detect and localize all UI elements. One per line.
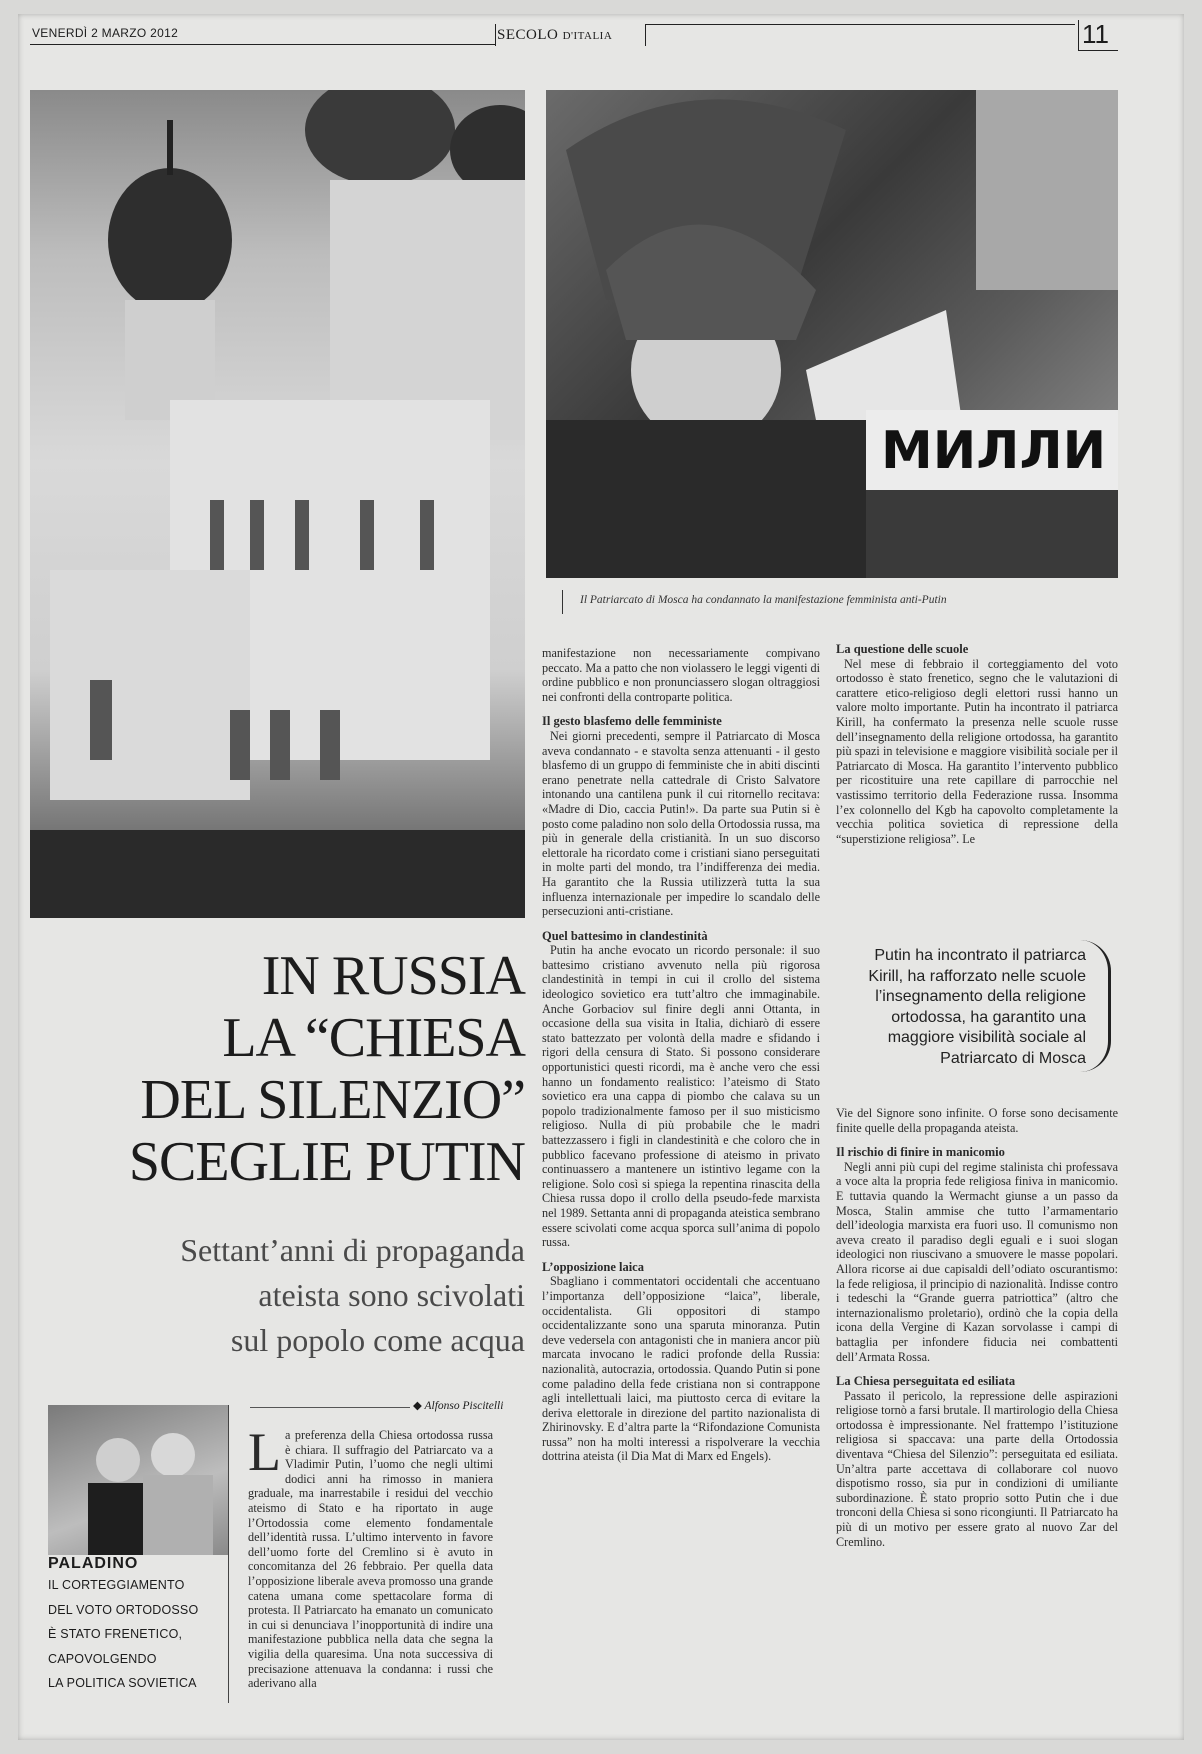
pull-quote: Putin ha incontrato il patriarca Kirill, ha rafforzato nelle scuole l’insegnamento della religione ortodossa, ha garantito una maggiore visibilità sociale al Patriarcato di Mosca [868,947,1086,1067]
cathedral-photo [30,90,525,918]
article-paragraph: a preferenza della Chiesa ortodossa russa è chiara. Il suffragio del Patriarcato va a Vladimir Putin, l’uomo che negli ultimi dodici anni ha rimosso in maniera graduale, ma inarrestabile i residui del vecchio ateismo di Stato e ha riportato in auge l’Ortodossia come elemento fondamentale dell’identità russa. L’ultimo intervento in favore dell’uomo forte del Cremlino si è avuto in concomitanza del 26 febbraio. Per quella data l’opposizione liberale aveva promosso una grande catena umana come spettacolare forma di protesta. Il Patriarcato ha emanato un comunicato in cui si denunciava l’inopportunità di indire una manifestazione pubblica nella data che segna la vigilia della quaresima. Una nota successiva di precisazione attenuava la condanna: i russi che aderivano alla [248,1428,493,1691]
sidebox-line: DEL VOTO ORTODOSSO [48,1602,199,1617]
subheadline-line: Settant’anni di propaganda [180,1232,525,1268]
caption-bar [562,590,563,614]
sidebox-divider [228,1405,229,1703]
photo-caption: Il Patriarcato di Mosca ha condannato la manifestazione femminista anti-Putin [580,594,947,606]
paper-suffix: D'ITALIA [562,30,613,42]
headline-line: IN RUSSIA [261,945,525,1007]
author-name: Alfonso Piscitelli [424,1400,504,1412]
section-heading: Il gesto blasfemo delle femministe [542,714,722,729]
article-paragraph: Negli anni più cupi del regime stalinista chi professava a voce alta la propria fede religiosa finiva in manicomio. E tuttavia quando la Wermacht giunse a un passo da Mosca, Stalin ammise che tutto l’armamentario dell’ideologia marxista era fuori uso. Il comunismo non aveva creato il paradiso degli eguali e i suoi slogan ideologici non riuscivano a smuovere le masse popolari. Allora ricorse ai due capisaldi dell’odiato oscurantismo: la fede religiosa, il principio di nazionalità. Indisse contro i tedeschi la “Grande guerra patriottica” (altro che internazionalismo proletario), ordinò che la copia della icona della Vergine di Kazan sorvolasse i campi di battaglia per infondere fiducia nei combattenti dell’Armata Rossa. [836,1159,1118,1364]
sidebox-line: È STATO FRENETICO, [48,1627,183,1641]
section-heading: La Chiesa perseguitata ed esiliata [836,1374,1016,1389]
issue-date: VENERDÌ 2 MARZO 2012 [32,26,179,40]
protest-photo [546,90,1118,578]
masthead-rule-left [30,44,495,45]
article-column-3-top [836,642,1118,922]
sidebox-line: CAPOVOLGENDO [48,1651,157,1666]
cathedral-illustration [30,90,525,918]
byline: ◆ Alfonso Piscitelli [413,1400,504,1412]
paper-name: SECOLO [497,27,559,43]
sidebox-line: LA POLITICA SOVIETICA [48,1676,197,1690]
article-paragraph: manifestazione non necessariamente compivano peccato. Ma a patto che non violassero le leggi vigenti di ordine pubblico e non pronunciassero slogan oltraggiosi nei confronti della controparte politica. [542,646,820,704]
section-heading: L’opposizione laica [542,1259,644,1274]
article-paragraph: Putin ha anche evocato un ricordo personale: il suo battesimo cristiano avvenuto nella più rigorosa clandestinità in tempi in cui il crollo del sistema ideologico sovietico era tutt’altro che immaginabile. Anche Gorbaciov sul finire degli anni Ottanta, in occasione della sua visita in Italia, dichiarò di essere stato battezzato per volontà della madre e sfidando i rigori della censura di Stato. Si possono considerare opportunistici questi ricordi, ma è anche vero che essi hanno un fondamento realistico: l’ateismo di Stato sovietico era una cappa di piombo che calava su un popolo tradizionalmente famoso per il suo misticismo religioso. Nulla di più probabile che le madri battezzassero i figli in clandestinità e che coloro che in pubblico facevano professione di ateismo in privato continuassero a mantenere un istintivo legame con la religione. Solo così si spiega la repentina rinascita della Chiesa russa dopo il crollo della pseudo-fede marxista nel 1989. Settanta anni di propaganda ateistica sembrano essere scivolati come acqua sporca sull’anima di popolo russa. [542,943,820,1250]
headline-line: DEL SILENZIO” [140,1069,525,1131]
page-number: 11 [1082,19,1109,49]
section-heading: La questione delle scuole [836,642,969,656]
putin-patriarch-photo [48,1405,228,1555]
page-number-bar [1078,20,1079,50]
protest-illustration [546,90,1118,578]
pull-quote-bracket [1080,940,1111,1072]
section-heading: Il rischio di finire in manicomio [836,1145,1005,1160]
article-column-3-bottom [836,1106,1118,1726]
article-column-1 [248,1428,493,1718]
masthead-divider [645,24,646,46]
subheadline-line: sul popolo come acqua [230,1322,525,1358]
article-paragraph: Nei giorni precedenti, sempre il Patriarcato di Mosca aveva condannato - e stavolta senza attenuanti - il gesto blasfemo di un gruppo di femministe che in abiti discinti erano penetrate nella cattedrale di Cristo Salvatore intonando una cantilena punk il cui ritornello recitava: «Madre di Dio, caccia Putin!». Da parte sua Putin si è posto come paladino non solo della Ortodossia russa, ma più in generale della cristianità. In un suo discorso elettorale ha ricordato come i cristiani siano perseguitati in molte parti del mondo, tra l’indifferenza dei media. Ha garantito che la Russia utilizzerà tutta la sua influenza internazionale per impedire lo scandalo delle persecuzioni anti-cristiane. [542,728,820,919]
article-paragraph: Sbagliano i commentatori occidentali che accentuano l’importanza dell’opposizione “laica”, liberale, occidentalista. Gli oppositori di stampo occidentalizzante sono una sparuta minoranza. Putin deve vedersela con antagonisti che in maniera ancor più marcata invocano le radici profonde della Russia: nazionalità, autocrazia, ortodossia. Quando Putin si pone come paladino della fede cristiana non si contrappone agli intellettuali laici, ma piuttosto cerca di evitare la deriva elettorale in direzione del partito nazionalista di Zhirinovsky. E d’altra parte la “Rifondazione Comunista russa” non ha molti interessi a rispolverare la vecchia dottrina ateista (il Dia Mat di Marx ed Engels). [542,1274,820,1464]
page-number-underline [1078,50,1118,51]
article-paragraph: Nel mese di febbraio il corteggiamento del voto ortodosso è stato frenetico, segno che le valutazioni di carattere etico-religioso degli elettori russi hanno un valore molto importante. Putin ha incontrato il patriarca Kirill, ha confermato la presenza nelle scuole russe dell’insegnamento della religione ortodossa, ha garantito più spazi in televisione e maggiore visibilità sociale per il Patriarcato di Mosca. Ha garantito l’intervento pubblico per ricostituire una rete capillare di parrocchie nel vastissimo territorio della Federazione russa. Insomma l’ex colonnello del Kgb ha capovolto completamente la vecchia politica sovietica di repressione della “superstizione religiosa”. Le [836,656,1118,846]
sidebox [48,1555,228,1696]
section-heading: Quel battesimo in clandestinità [542,928,708,943]
article-paragraph: Vie del Signore sono infinite. O forse sono decisamente finite quelle della propaganda ateista. [836,1106,1118,1135]
masthead-divider [495,24,496,46]
sidebox-line: IL CORTEGGIAMENTO [48,1578,185,1592]
subheadline [40,1228,525,1363]
article-paragraph: Passato il pericolo, la repressione delle aspirazioni religiose tornò a farsi brutale. Il martirologio della Chiesa ortodossa è impressionante. Nel frattempo l’istituzione religiosa si spaccava: una parte della Ortodossia diventava “Chiesa del Silenzio”: perseguitata ed esiliata. Un’altra parte accettava di collaborare col nuovo dispotismo rosso, sia pur in condizioni di umiliante subordinazione. È stato proprio sotto Putin che i due tronconi della Chiesa si sono ricongiunti. Il Patriarcato ha più di un motivo per essere grato al nuovo Zar del Cremlino. [836,1388,1118,1549]
masthead-title [497,27,612,44]
portrait-illustration [48,1405,228,1555]
dropcap: L [248,1428,281,1482]
headline [40,945,525,1193]
headline-line: SCEGLIE PUTIN [128,1131,525,1193]
byline-rule [250,1407,410,1408]
sidebox-title: PALADINO [48,1555,139,1572]
article-column-2 [542,646,820,1726]
masthead-rule-right [645,24,1075,25]
subheadline-line: ateista sono scivolati [258,1277,525,1313]
protest-banner-text: МИЛЛИ [881,421,1107,481]
headline-line: LA “CHIESA [222,1007,525,1069]
